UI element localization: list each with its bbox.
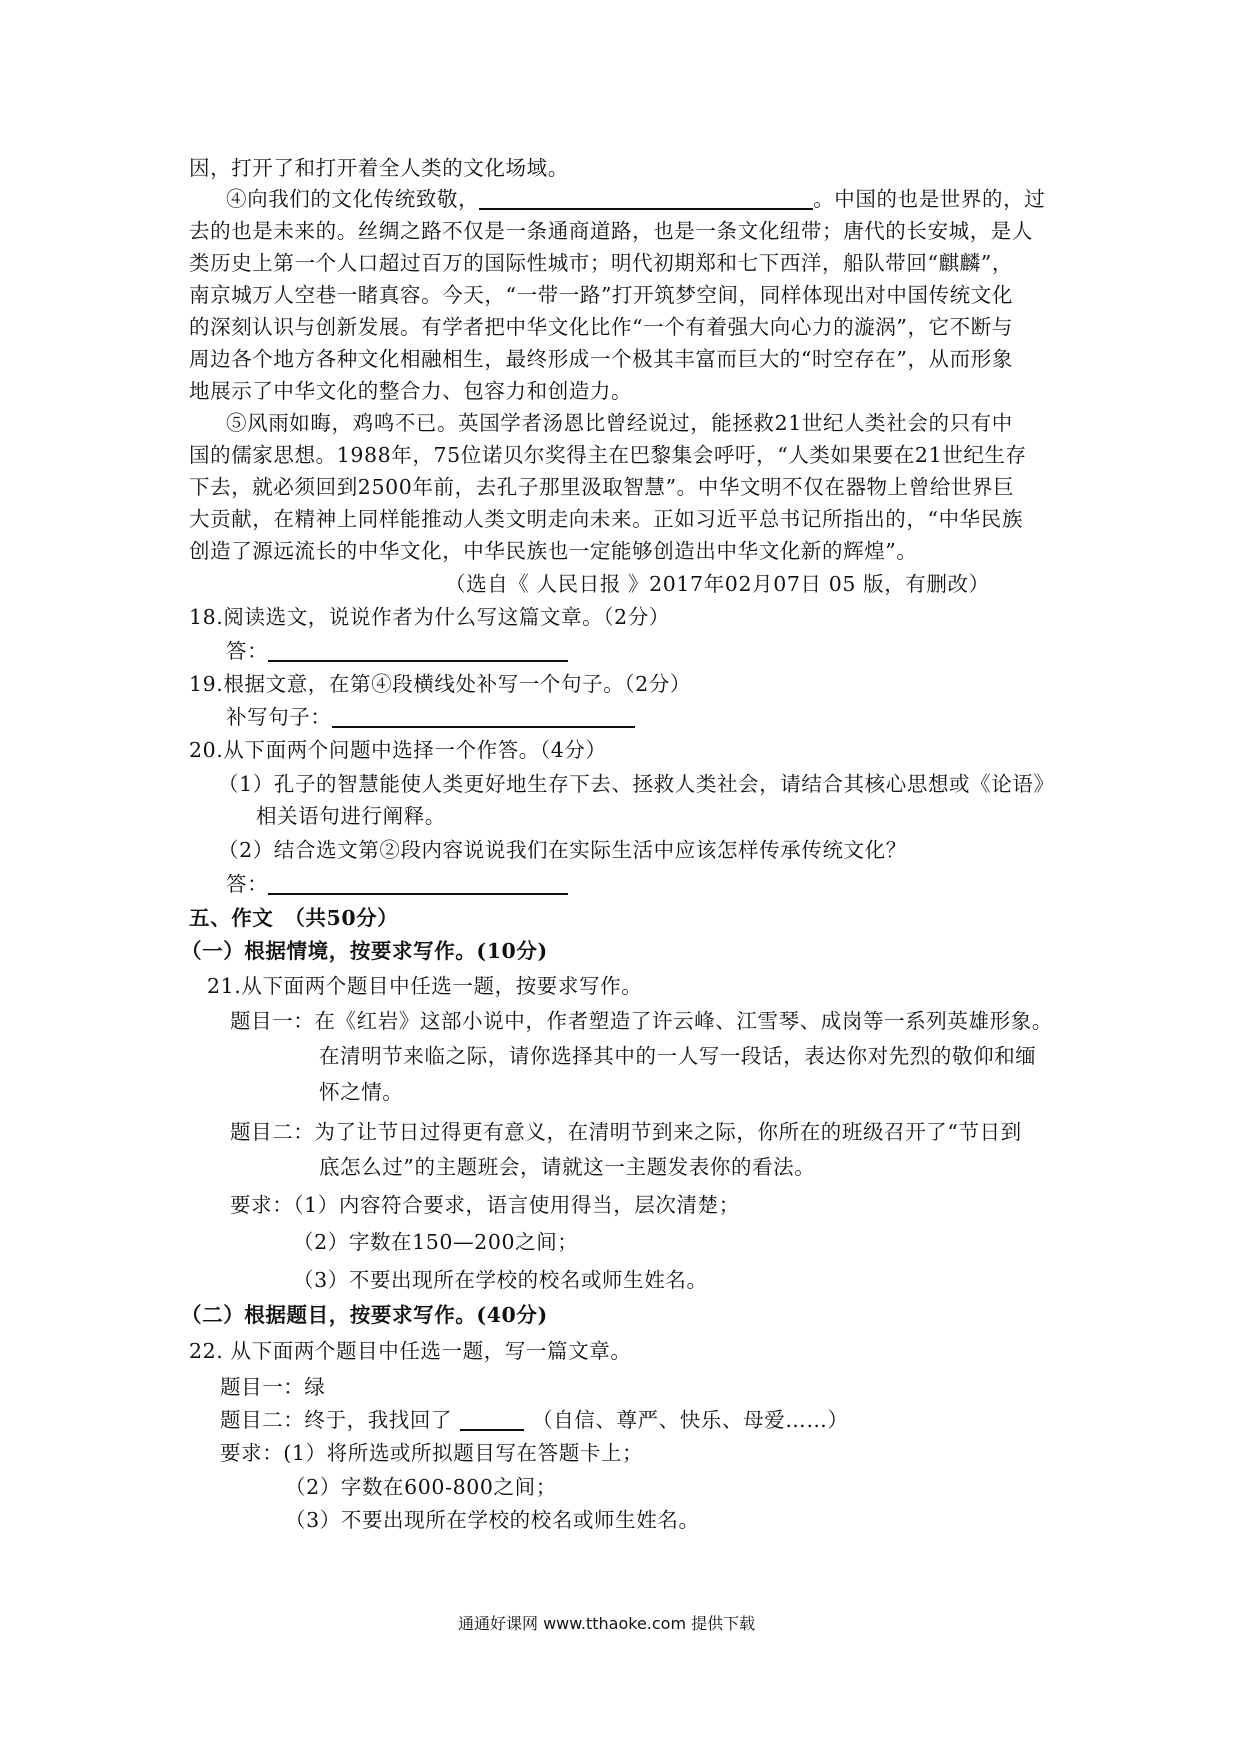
paragraph-4-line: [226, 189, 1045, 210]
question-22-topic-1: 题目一：绿: [220, 1375, 326, 1399]
question-21: 21.从下面两个题目中任选一题，按要求写作。: [207, 974, 643, 998]
answer-line: [226, 707, 635, 728]
question-22-topic-2-suffix: （自信、尊严、快乐、母爱……）: [532, 1408, 849, 1432]
question-22-requirement: （2）字数在600-800之间；: [285, 1475, 557, 1499]
question-21-requirement: （2）字数在150—200之间；: [293, 1230, 579, 1254]
question-21-topic-1: 题目一：在《红岩》这部小说中，作者塑造了许云峰、江雪琴、成岗等一系列英雄形象。: [230, 1009, 1053, 1033]
footer-download-text: 通通好课网 www.tthaoke.com 提供下载: [458, 1614, 756, 1633]
passage-line: ⑤风雨如晦，鸡鸣不已。英国学者汤恩比曾经说过，能拯救21世纪人类社会的只有中: [226, 411, 1013, 435]
fill-in-blank-line: [479, 190, 813, 210]
composition-part-1-heading: （一）根据情境，按要求写作。(10分): [181, 939, 548, 963]
question-21-topic-1-cont: 在清明节来临之际，请你选择其中的一人写一段话，表达你对先烈的敬仰和缅: [319, 1044, 1037, 1068]
passage-line: 南京城万人空巷一睹真容。今天，“一带一路”打开筑梦空间，同样体现出对中国传统文化: [189, 283, 1013, 307]
paragraph-4-start: ④向我们的文化传统致敬，: [226, 187, 480, 211]
question-22-topic-2-prefix: 题目二：终于，我找回了: [220, 1408, 453, 1432]
answer-label: 答：: [226, 639, 269, 663]
question-20-option-2: （2）结合选文第②段内容说说我们在实际生活中应该怎样传承传统文化？: [218, 838, 907, 862]
passage-line: 下去，就必须回到2500年前，去孔子那里汲取智慧”。中华文明不仅在器物上曾给世界巨: [189, 475, 1015, 499]
passage-line: 类历史上第一个人口超过百万的国际性城市；明代初期郑和七下西洋，船队带回“麒麟”，: [189, 251, 1013, 275]
passage-line: 因，打开了和打开着全人类的文化场域。: [189, 156, 569, 180]
question-22: 22. 从下面两个题目中任选一题，写一篇文章。: [189, 1339, 632, 1363]
question-18: 18.阅读选文，说说作者为什么写这篇文章。（2分）: [189, 605, 670, 629]
question-21-requirement: （3）不要出现所在学校的校名或师生姓名。: [293, 1268, 708, 1292]
question-20-option-1-cont: 相关语句进行阐释。: [256, 804, 446, 828]
passage-line: 创造了源远流长的中华文化，中华民族也一定能够创造出中华文化新的辉煌”。: [189, 539, 918, 563]
question-22-requirement: 要求：(1）将所选或所拟题目写在答题卡上；: [220, 1441, 644, 1465]
answer-label: 答：: [226, 872, 269, 896]
answer-blank[interactable]: [268, 875, 568, 895]
question-20-option-1: （1）孔子的智慧能使人类更好地生存下去、拯救人类社会，请结合其核心思想或《论语》: [218, 772, 1055, 796]
question-21-topic-1-cont: 怀之情。: [319, 1080, 404, 1104]
answer-blank[interactable]: [268, 642, 568, 662]
answer-line: [226, 641, 568, 662]
passage-line: 大贡献，在精神上同样能推动人类文明走向未来。正如习近平总书记所指出的，“中华民族: [189, 507, 1023, 531]
passage-line: 的深刻认识与创新发展。有学者把中华文化比作“一个有着强大向心力的漩涡”，它不断与: [189, 315, 1013, 339]
question-21-topic-2: 题目二：为了让节日过得更有意义，在清明节到来之际，你所在的班级召开了“节日到: [230, 1120, 1022, 1144]
composition-part-2-heading: （二）根据题目，按要求写作。(40分): [181, 1303, 548, 1327]
fill-in-blank-line: [460, 1411, 524, 1431]
question-19: 19.根据文意，在第④段横线处补写一个句子。（2分）: [189, 672, 691, 696]
passage-line: 周边各个地方各种文化相融相生，最终形成一个极其丰富而巨大的“时空存在”，从而形象: [189, 347, 1013, 371]
answer-label: 补写句子：: [226, 705, 332, 729]
question-20: 20.从下面两个问题中选择一个作答。（4分）: [189, 738, 607, 762]
question-21-requirement: 要求：（1）内容符合要求，语言使用得当，层次清楚；: [230, 1193, 740, 1217]
answer-blank[interactable]: [332, 708, 635, 728]
question-22-topic-2: [220, 1410, 849, 1431]
composition-heading: 五、作文 （共50分）: [189, 906, 399, 930]
passage-line: 去的也是未来的。丝绸之路不仅是一条通商道路，也是一条文化纽带；唐代的长安城，是人: [189, 219, 1033, 243]
question-22-requirement: （3）不要出现所在学校的校名或师生姓名。: [285, 1508, 700, 1532]
answer-line: [226, 874, 568, 895]
passage-line: 地展示了中华文化的整合力、包容力和创造力。: [189, 379, 633, 403]
question-21-topic-2-cont: 底怎么过”的主题班会，请就这一主题发表你的看法。: [319, 1155, 816, 1179]
paragraph-4-after-blank: 。中国的也是世界的，过: [813, 187, 1046, 211]
passage-line: 国的儒家思想。1988年，75位诺贝尔奖得主在巴黎集会呼吁，“人类如果要在21世纪生存: [189, 443, 1027, 467]
source-citation: （选自《 人民日报 》2017年02月07日 05 版，有删改）: [445, 572, 990, 596]
